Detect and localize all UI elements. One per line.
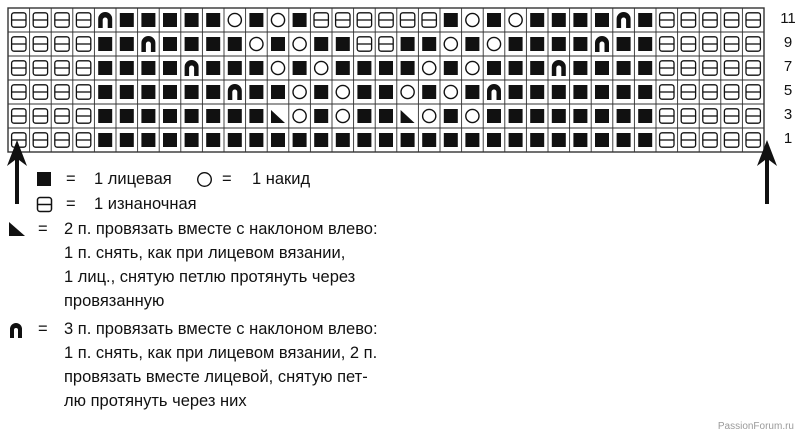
purl-cell [12,13,26,27]
knit-cell [163,109,177,123]
purl-cell [55,37,69,51]
purl-cell [76,37,90,51]
purl-cell [724,37,738,51]
knit-cell [552,37,566,51]
knit-cell [120,85,134,99]
knit-cell [573,85,587,99]
knit-cell [595,133,609,147]
purl-cell [724,61,738,75]
knit-cell [98,133,112,147]
knit-cell [293,133,307,147]
arrow-up-icon [756,140,778,204]
row-label-11: 11 [780,10,796,27]
knit-cell [206,133,220,147]
yarn-over-cell [336,85,349,98]
purl-description: 1 изнаночная [94,195,197,213]
purl-cell [681,109,695,123]
k3tog-left-cell [617,12,631,28]
knit-cell [141,13,155,27]
knit-cell [401,133,415,147]
knit-cell [595,13,609,27]
purl-cell [724,133,738,147]
knit-cell [595,85,609,99]
knit-cell [487,61,501,75]
knit-cell [573,37,587,51]
knit-cell [401,37,415,51]
knit-cell [422,133,436,147]
purl-cell [703,37,717,51]
arrow-up-icon [6,140,28,204]
knit-cell [573,109,587,123]
yarn-over-cell [423,61,436,74]
knit-cell [120,133,134,147]
knit-cell [206,61,220,75]
knit-cell [357,85,371,99]
purl-cell [746,37,760,51]
knit-cell [573,133,587,147]
purl-cell [357,13,371,27]
knit-cell [163,13,177,27]
knit-cell [185,85,199,99]
purl-cell [76,133,90,147]
k3tog-left-cell [141,36,155,52]
knit-cell [465,133,479,147]
knit-cell [185,37,199,51]
knit-cell [552,133,566,147]
knit-cell [509,37,523,51]
knit-cell [509,85,523,99]
yarn-over-cell [423,109,436,122]
yarn-over-cell [466,109,479,122]
purl-cell [703,133,717,147]
knit-cell [530,37,544,51]
knit-cell [163,133,177,147]
purl-cell [660,133,674,147]
knit-cell [357,133,371,147]
purl-cell [703,61,717,75]
purl-cell [357,37,371,51]
purl-cell [33,109,47,123]
row-label-7: 7 [783,58,793,75]
knit-cell [336,37,350,51]
knit-cell [573,13,587,27]
yarn-over-cell [315,61,328,74]
yarn-over-cell [466,61,479,74]
purl-cell [76,85,90,99]
knit-cell [487,109,501,123]
purl-cell [12,85,26,99]
yarn-over-cell [293,37,306,50]
purl-cell [681,37,695,51]
yarn-over-cell [271,61,284,74]
knit-cell [530,13,544,27]
purl-cell [33,133,47,147]
knit-cell [638,133,652,147]
knit-cell [379,85,393,99]
knit-cell [120,109,134,123]
knit-cell [552,109,566,123]
knit-cell [617,85,631,99]
knit-cell [573,61,587,75]
knit-cell [357,61,371,75]
purl-cell [660,61,674,75]
yarn-over-cell [293,109,306,122]
knit-equals: = [66,170,76,188]
knit-cell [163,61,177,75]
knit-cell [595,109,609,123]
knit-cell [422,37,436,51]
knit-cell [228,37,242,51]
chart-grid [8,8,764,152]
knit-cell [163,37,177,51]
knit-cell [509,109,523,123]
purl-cell [379,37,393,51]
purl-icon [36,196,53,213]
k3tog-equals: = [38,320,48,338]
knit-cell [552,13,566,27]
purl-cell [33,37,47,51]
knit-cell [314,85,328,99]
knit-cell [530,85,544,99]
k3tog-line-3: провязать вместе лицевой, снятую пет- [64,368,368,386]
row-label-3: 3 [783,106,793,123]
row-label-1: 1 [783,130,793,147]
knit-cell [141,133,155,147]
knit-description: 1 лицевая [94,170,172,188]
knit-cell [465,37,479,51]
purl-cell [400,13,414,27]
purl-cell [76,13,90,27]
knit-cell [530,61,544,75]
knit-cell [530,109,544,123]
yarn-over-cell [228,13,241,26]
knit-cell [206,109,220,123]
k3tog-line-2: 1 п. снять, как при лицевом вязании, 2 п. [64,344,378,362]
purl-cell [422,13,436,27]
knitting-chart [0,0,770,160]
k3tog-left-cell [98,12,112,28]
knit-cell [141,85,155,99]
knit-cell [357,109,371,123]
yarn-over-cell [336,109,349,122]
k2tog-equals: = [38,220,48,238]
yarn-over-equals: = [222,170,232,188]
knit-cell [185,133,199,147]
k3tog-line-1: 3 п. провязать вместе с наклоном влево: [64,320,378,338]
purl-cell [746,13,760,27]
k2tog-line-2: 1 п. снять, как при лицевом вязании, [64,244,346,262]
knit-cell [314,37,328,51]
knit-cell [228,61,242,75]
knit-cell [293,13,307,27]
knit-cell [444,13,458,27]
purl-cell [55,85,69,99]
k3tog-line-4: лю протянуть через них [64,392,247,410]
yarn-over-cell [271,13,284,26]
purl-cell [12,109,26,123]
knit-cell [314,133,328,147]
knit-cell [638,37,652,51]
knit-cell [617,109,631,123]
k3tog-left-cell [552,60,566,76]
purl-cell [314,13,328,27]
knit-cell [163,85,177,99]
knit-cell [271,85,285,99]
purl-cell [746,61,760,75]
knit-cell [379,61,393,75]
purl-cell [33,13,47,27]
slip-knit-pass-icon [9,222,25,236]
purl-cell [724,109,738,123]
knit-cell [228,109,242,123]
knit-cell [249,133,263,147]
purl-cell [703,85,717,99]
knit-cell [617,61,631,75]
knit-cell [617,133,631,147]
knit-cell [141,61,155,75]
purl-cell [660,37,674,51]
purl-cell [55,109,69,123]
purl-cell [746,85,760,99]
yarn-over-cell [293,85,306,98]
k2tog-line-1: 2 п. провязать вместе с наклоном влево: [64,220,378,238]
yarn-over-cell [401,85,414,98]
knit-cell [617,37,631,51]
purl-cell [336,13,350,27]
knit-cell [271,133,285,147]
purl-cell [12,37,26,51]
knit-cell [185,109,199,123]
purl-cell [681,85,695,99]
knit-cell [228,133,242,147]
yarn-over-cell [466,13,479,26]
knit-cell [530,133,544,147]
purl-cell [76,61,90,75]
purl-cell [660,85,674,99]
knit-cell [249,85,263,99]
row-label-9: 9 [783,34,793,51]
yarn-over-cell [444,37,457,50]
k2tog-left-cell [401,110,415,123]
knit-cell [487,13,501,27]
k2tog-left-cell [271,110,285,123]
purl-cell [660,109,674,123]
knit-cell [422,85,436,99]
knit-cell [638,85,652,99]
purl-cell [33,61,47,75]
knit-cell [379,109,393,123]
knit-cell [271,37,285,51]
purl-cell [681,13,695,27]
knit-cell [595,61,609,75]
three-together-icon [8,322,24,338]
knit-cell [444,61,458,75]
knit-cell [206,85,220,99]
yarn-over-icon [196,171,213,188]
yarn-over-cell [509,13,522,26]
knit-cell [638,109,652,123]
purl-cell [703,13,717,27]
purl-equals: = [66,195,76,213]
knit-cell [379,133,393,147]
knit-cell [401,61,415,75]
knit-cell [336,61,350,75]
knit-cell [120,13,134,27]
yarn-over-cell [487,37,500,50]
knit-cell [206,13,220,27]
purl-cell [724,85,738,99]
k2tog-line-4: провязанную [64,292,165,310]
purl-cell [55,133,69,147]
purl-cell [660,13,674,27]
yarn-over-description: 1 накид [252,170,311,188]
k3tog-left-cell [487,84,501,100]
purl-cell [746,109,760,123]
purl-cell [12,61,26,75]
knit-cell [98,37,112,51]
knit-cell [120,37,134,51]
k3tog-left-cell [595,36,609,52]
purl-cell [55,13,69,27]
knit-cell [444,109,458,123]
purl-cell [724,13,738,27]
knit-cell [487,133,501,147]
knit-cell [336,133,350,147]
knit-cell [444,133,458,147]
knit-cell [141,109,155,123]
purl-cell [681,133,695,147]
yarn-over-cell [444,85,457,98]
row-label-5: 5 [783,82,793,99]
knit-cell [638,13,652,27]
yarn-over-cell [250,37,263,50]
k3tog-left-cell [185,60,199,76]
purl-cell [33,85,47,99]
knit-cell [185,13,199,27]
knit-cell [249,109,263,123]
purl-cell [681,61,695,75]
purl-cell [55,61,69,75]
knit-cell [98,85,112,99]
knit-cell [638,61,652,75]
knit-cell [293,61,307,75]
purl-cell [703,109,717,123]
knit-cell [314,109,328,123]
knit-cell [509,133,523,147]
knit-cell [552,85,566,99]
knit-cell [120,61,134,75]
knit-cell [206,37,220,51]
k2tog-line-3: 1 лиц., снятую петлю протянуть через [64,268,356,286]
purl-cell [76,109,90,123]
knit-cell [249,13,263,27]
knit-cell [249,61,263,75]
knit-cell [465,85,479,99]
k3tog-left-cell [228,84,242,100]
knit-square-icon [36,171,52,187]
knit-cell [509,61,523,75]
knit-cell [98,109,112,123]
knit-cell [98,61,112,75]
watermark: PassionForum.ru [717,421,794,432]
purl-cell [379,13,393,27]
